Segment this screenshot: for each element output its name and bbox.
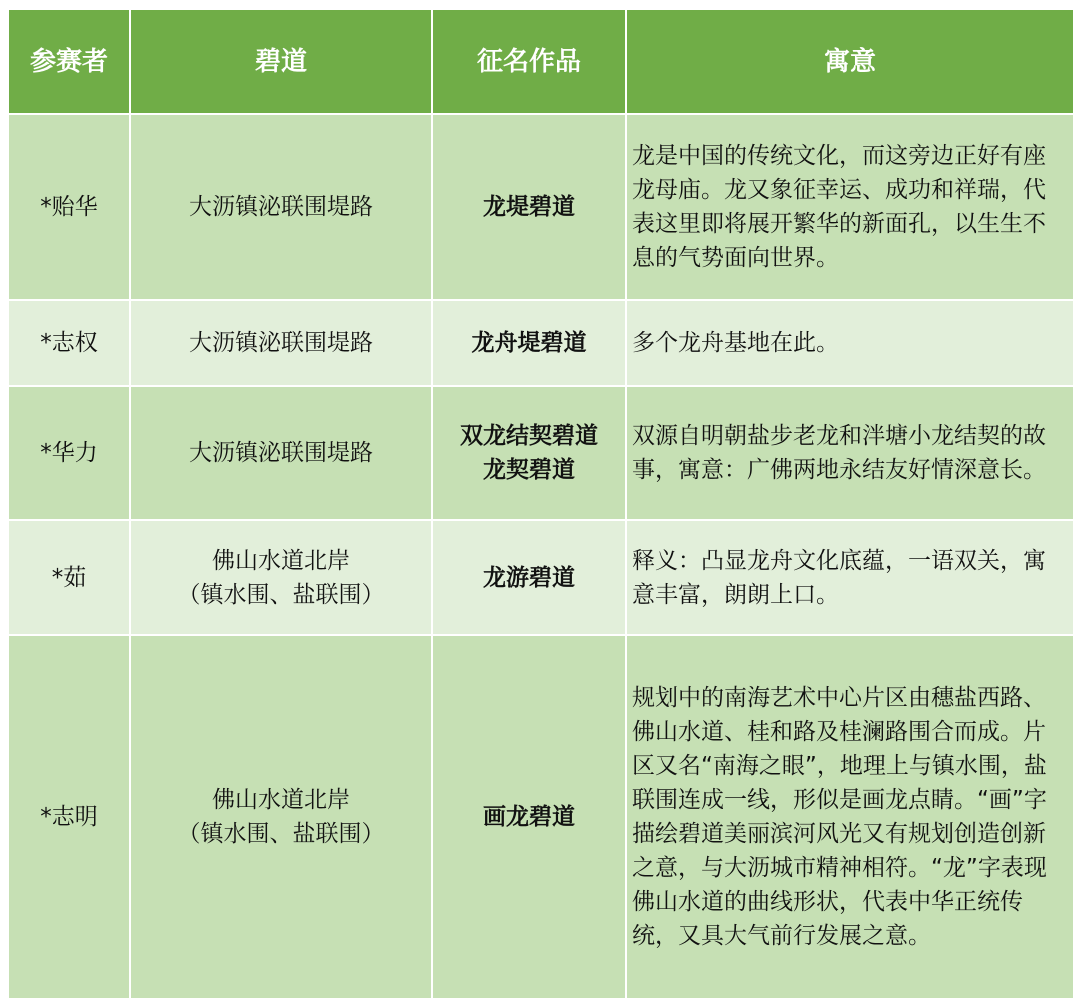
greenway-cell	[130, 114, 432, 300]
greenway-line: 大沥镇泌联围堤路	[189, 330, 373, 356]
work-name: 龙堤碧道	[483, 194, 575, 220]
participant-cell: *茹	[8, 520, 130, 635]
participant-cell: *志明	[8, 635, 130, 999]
participant-cell: *志权	[8, 300, 130, 386]
table-row	[8, 114, 1074, 300]
greenway-line: 佛山水道北岸	[212, 787, 350, 813]
work-name: 龙舟堤碧道	[471, 330, 587, 356]
header-participant: 参赛者	[8, 9, 130, 114]
work-name: 龙游碧道	[483, 564, 575, 591]
work-name: 龙契碧道	[483, 457, 575, 483]
meaning-cell: 龙是中国的传统文化，而这旁边正好有座龙母庙。龙又象征幸运、成功和祥瑞，代表这里即将展开繁华的新面孔，以生生不息的气势面向世界。	[626, 114, 1074, 300]
greenway-naming-table	[7, 8, 1075, 1000]
header-works: 征名作品	[432, 9, 626, 114]
work-cell	[432, 635, 626, 999]
participant-cell: *贻华	[8, 114, 130, 300]
table-row	[8, 300, 1074, 386]
greenway-line: （镇水围、盐联围）	[177, 581, 385, 608]
greenway-cell	[130, 520, 432, 635]
greenway-line: 佛山水道北岸	[212, 547, 350, 574]
work-cell	[432, 386, 626, 520]
greenway-line: 大沥镇泌联围堤路	[189, 194, 373, 220]
greenway-cell	[130, 635, 432, 999]
meaning-cell: 多个龙舟基地在此。	[626, 300, 1074, 386]
greenway-line: 大沥镇泌联围堤路	[189, 440, 373, 466]
table-row	[8, 386, 1074, 520]
table-row	[8, 520, 1074, 635]
header-greenway: 碧道	[130, 9, 432, 114]
greenway-cell	[130, 386, 432, 520]
greenway-cell	[130, 300, 432, 386]
work-name: 双龙结契碧道	[460, 423, 598, 449]
meaning-cell: 释义：凸显龙舟文化底蕴，一语双关，寓意丰富，朗朗上口。	[626, 520, 1074, 635]
work-cell	[432, 520, 626, 635]
header-row	[8, 9, 1074, 114]
participant-cell: *华力	[8, 386, 130, 520]
meaning-cell: 规划中的南海艺术中心片区由穗盐西路、佛山水道、桂和路及桂澜路围合而成。片区又名“南海之眼”，地理上与镇水围，盐联围连成一线，形似是画龙点睛。“画”字描绘碧道美丽滨河风光又有规划创造创新之意，与大沥城市精神相符。“龙”字表现佛山水道的曲线形状，代表中华正统传统，又具大气前行发展之意。	[626, 635, 1074, 999]
header-meaning: 寓意	[626, 9, 1074, 114]
work-name: 画龙碧道	[483, 804, 575, 830]
work-cell	[432, 114, 626, 300]
work-cell	[432, 300, 626, 386]
meaning-cell: 双源自明朝盐步老龙和泮塘小龙结契的故事，寓意：广佛两地永结友好情深意长。	[626, 386, 1074, 520]
table-row	[8, 635, 1074, 999]
greenway-line: （镇水围、盐联围）	[177, 821, 385, 847]
